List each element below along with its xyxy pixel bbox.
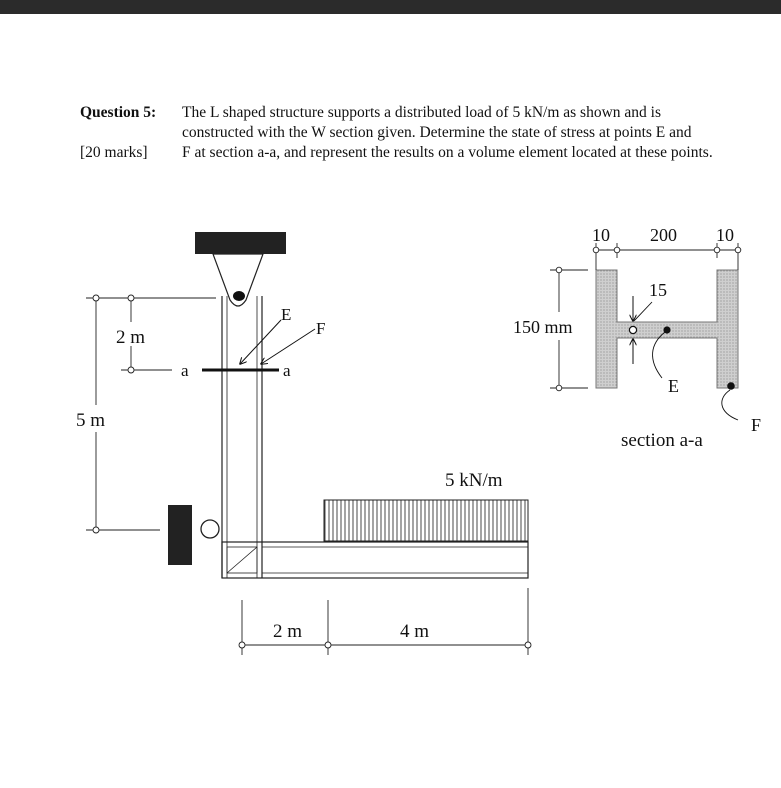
point-F-leader [261,329,315,364]
top-pin-support [195,232,286,306]
question-line: F at section a-a, and represent the results on a volume element located at these points. [182,144,713,161]
section-point-F: F [751,415,762,435]
dim-5m-vertical: 5 m [76,410,106,431]
point-E-leader [240,320,281,364]
web-thickness-dim: 15 [649,280,667,300]
flange-left-dim: 10 [592,225,610,245]
section-height-dim: 150 mm [513,317,573,337]
question-line: constructed with the W section given. Determine the state of stress at points E and [182,124,692,141]
section-mark-left: a [181,361,189,380]
flange-right-dim: 10 [716,225,734,245]
horizontal-member [222,542,528,578]
section-F-leader [722,390,738,420]
section-mark-right: a [283,361,291,380]
roller-support [168,505,219,565]
point-E-label: E [281,305,292,324]
question-marks: [20 marks] [80,144,148,161]
web-width-dim: 200 [650,225,677,245]
section-E-leader [653,332,665,378]
section-point-F-marker [727,382,735,390]
dim-4m-horizontal: 4 m [400,621,430,642]
section-caption: section a-a [621,430,703,451]
section-dimensions [550,243,741,391]
load-label: 5 kN/m [445,470,503,491]
question-line: The L shaped structure supports a distributed load of 5 kN/m as shown and is [182,104,661,121]
section-point-E: E [668,376,679,396]
distributed-load [324,500,528,541]
vertical-dimensions [86,295,216,533]
question-label: Question 5: [80,104,157,121]
dim-2m-vertical: 2 m [116,327,146,348]
vertical-member [222,296,262,578]
section-centroid-marker [629,326,636,333]
dim-2m-horizontal: 2 m [273,621,303,642]
point-F-label: F [316,319,326,338]
web-thickness-leader [634,302,652,321]
